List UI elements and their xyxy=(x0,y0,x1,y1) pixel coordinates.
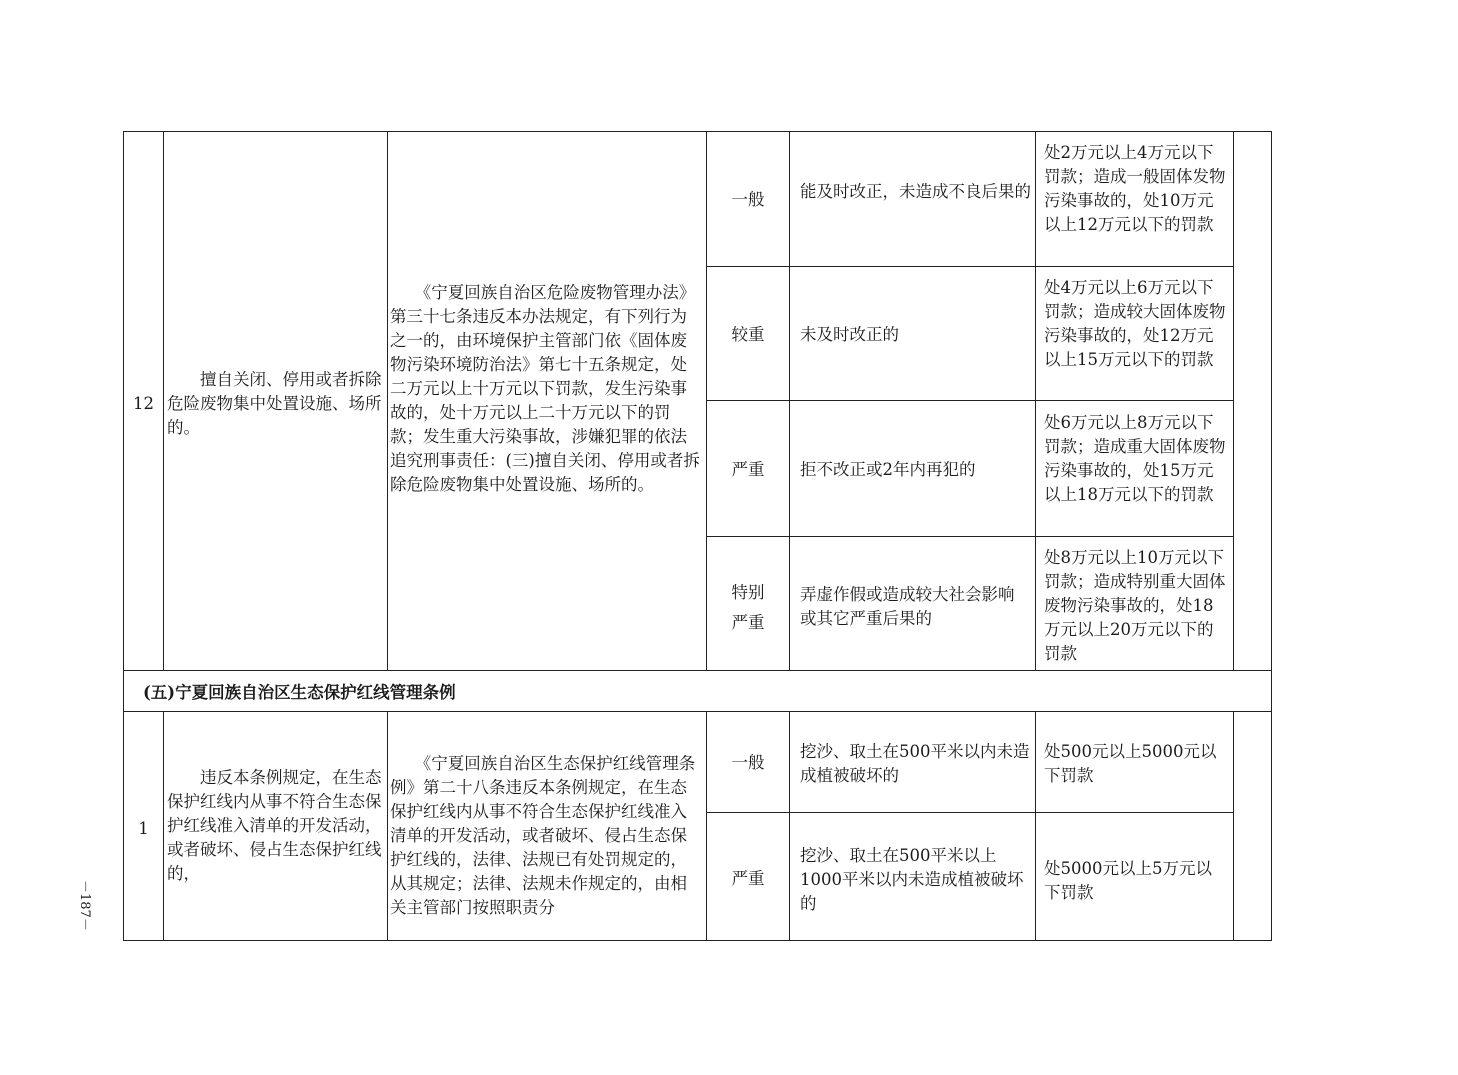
col-divider xyxy=(387,131,388,671)
violation-behavior: 违反本条例规定，在生态保护红线内从事不符合生态保护红线准入清单的开发活动，或者破坏、侵占生态保护红线的， xyxy=(167,768,382,883)
row-divider xyxy=(706,536,1234,537)
section-top-border xyxy=(123,670,1272,671)
violation-situation: 未及时改正的 xyxy=(800,325,899,344)
violation-situation: 挖沙、取土在500平米以内未造成植被破坏的 xyxy=(800,742,1030,785)
section-bottom-border xyxy=(123,711,1272,712)
severity-level: 较重 xyxy=(731,325,765,344)
col-divider xyxy=(1233,131,1234,671)
violation-behavior: 擅自关闭、停用或者拆除危险废物集中处置设施、场所的。 xyxy=(167,370,382,437)
col-divider xyxy=(789,131,790,671)
penalty-standard: 处500元以上5000元以下罚款 xyxy=(1044,742,1217,785)
row-number: 1 xyxy=(138,819,149,838)
legal-basis: 《宁夏回族自治区危险废物管理办法》第三十七条违反本办法规定，有下列行为之一的，由环境保护主管部门依《固体废物污染环境防治法》第七十五条规定，处二万元以上十万元以下罚款，发生污染事故的，处十万元以上二十万元以下的罚款；发生重大污染事故，涉嫌犯罪的依法追究刑事责任：(三)擅自关闭、停用或者拆除危险废物集中处置设施、场所的。 xyxy=(390,283,700,494)
severity-level: 一般 xyxy=(731,190,765,209)
penalty-standard: 处8万元以上10万元以下罚款；造成特别重大固体废物污染事故的，处18万元以上20万元以下的罚款 xyxy=(1044,548,1226,663)
page-number: －187－ xyxy=(77,880,92,931)
col-divider xyxy=(706,711,707,941)
col-divider xyxy=(789,711,790,941)
row-divider xyxy=(706,266,1234,267)
violation-situation: 拒不改正或2年内再犯的 xyxy=(800,460,976,479)
violation-situation: 弄虚作假或造成较大社会影响或其它严重后果的 xyxy=(800,585,1015,628)
severity-level: 一般 xyxy=(731,753,765,772)
severity-level: 特别 严重 xyxy=(731,583,765,632)
row-number: 12 xyxy=(133,394,154,413)
penalty-standard: 处5000元以上5万元以下罚款 xyxy=(1044,859,1212,902)
col-divider xyxy=(163,131,164,671)
penalty-standard: 处4万元以上6万元以下罚款；造成较大固体废物污染事故的，处12万元以上15万元以下的罚款 xyxy=(1044,278,1226,369)
table-bottom-border xyxy=(123,940,1272,941)
violation-situation: 能及时改正，未造成不良后果的 xyxy=(800,182,1031,201)
severity-level: 严重 xyxy=(731,460,765,479)
legal-basis: 《宁夏回族自治区生态保护红线管理条例》第二十八条违反本条例规定，在生态保护红线内从事不符合生态保护红线准入清单的开发活动，或者破坏、侵占生态保护红线的，法律、法规已有处罚规定的，从其规定；法律、法规未作规定的，由相关主管部门按照职责分 xyxy=(390,754,696,917)
col-divider xyxy=(387,711,388,941)
col-divider xyxy=(1035,131,1036,671)
table-top-border xyxy=(123,131,1272,132)
table-right-border xyxy=(1271,131,1272,941)
col-divider xyxy=(1233,711,1234,941)
section-title: (五)宁夏回族自治区生态保护红线管理条例 xyxy=(143,683,456,702)
severity-level: 严重 xyxy=(731,869,765,888)
col-divider xyxy=(1035,711,1036,941)
col-divider xyxy=(163,711,164,941)
violation-situation: 挖沙、取土在500平米以上1000平米以内未造成植被破坏的 xyxy=(800,846,1024,913)
penalty-standard: 处6万元以上8万元以下罚款；造成重大固体废物污染事故的，处15万元以上18万元以下的罚款 xyxy=(1044,413,1226,504)
penalty-standard: 处2万元以上4万元以下罚款；造成一般固体发物污染事故的，处10万元以上12万元以下的罚款 xyxy=(1044,143,1226,234)
row-divider xyxy=(706,400,1234,401)
row-divider xyxy=(706,812,1234,813)
